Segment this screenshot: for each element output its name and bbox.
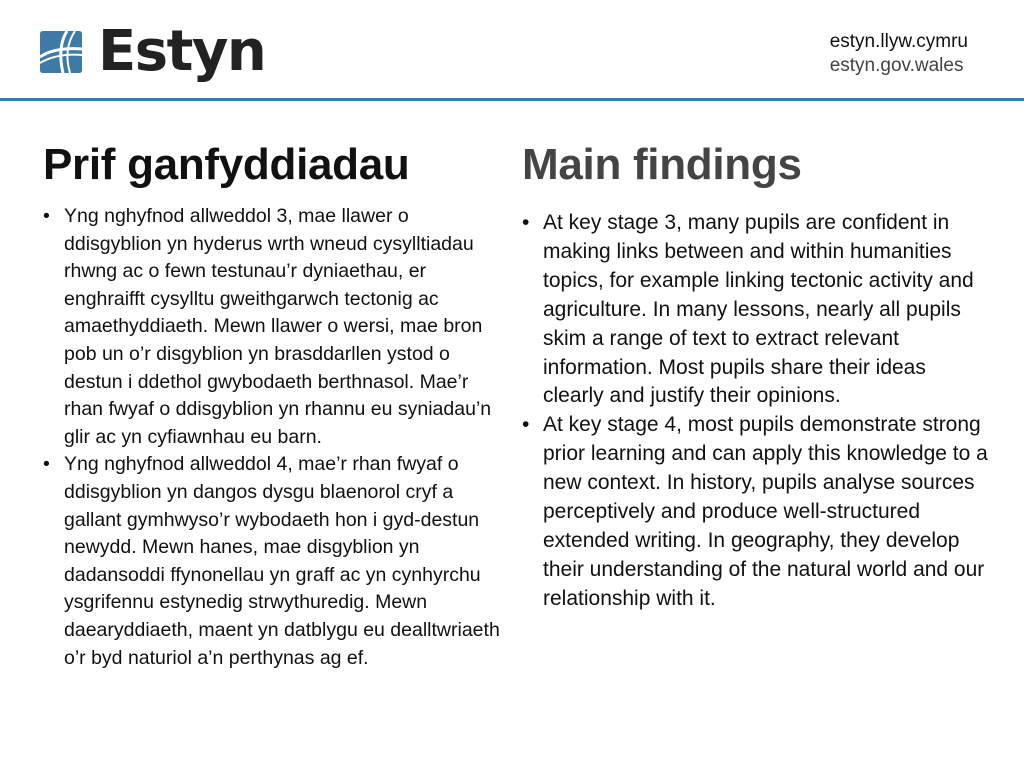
english-bullet-1: • At key stage 3, many pupils are confident in making links between and within humanities topics, for example linking tectonic activity and agriculture. In many lessons, nearly all pupils skim a range of text to extract relevant information. Most pupils share their ideas clearly and justify their opinions. xyxy=(522,209,992,411)
english-bullet-list xyxy=(522,209,992,614)
welsh-bullet-2: • Yng nghyfnod allweddol 4, mae’r rhan fwyaf o ddisgyblion yn dangos dysgu blaenorol cryf a gallant gymhwyso’r wybodaeth hon i gyd-destun newydd. Mewn hanes, mae disgyblion yn dadansoddi ffynonellau yn graff ac yn cynhyrchu ysgrifennu estynedig strwythuredig. Mewn daearyddiaeth, maent yn datblygu eu dealltwriaeth o’r byd naturiol a’n perthynas ag ef. xyxy=(43,451,508,672)
estyn-logo-icon xyxy=(37,27,84,77)
english-column xyxy=(522,140,992,614)
english-title: Main findings xyxy=(522,140,802,189)
url-welsh[interactable]: estyn.llyw.cymru xyxy=(829,31,968,52)
logo-wordmark: Estyn xyxy=(98,19,266,84)
welsh-column xyxy=(43,140,508,672)
header xyxy=(0,0,1024,100)
welsh-bullet-1: • Yng nghyfnod allweddol 3, mae llawer o ddisgyblion yn hyderus wrth wneud cysylltiadau rhwng ac o fewn testunau’r dyniaethau, er enghraifft cysylltu gweithgarwch tectonig ac amaethyddiaeth. Mewn llawer o wersi, mae bron pob un o’r disgyblion yn brasddarllen ystod o destun i ddethol gwybodaeth berthnasol. Mae’r rhan fwyaf o ddisgyblion yn rhannu eu syniadau’n glir ac yn cyfiawnhau eu barn. xyxy=(43,203,508,451)
website-urls xyxy=(830,30,968,78)
welsh-bullet-list xyxy=(43,203,508,672)
estyn-logo xyxy=(37,19,266,84)
welsh-title: Prif ganfyddiadau xyxy=(43,140,410,189)
header-divider xyxy=(0,98,1024,101)
english-bullet-2: • At key stage 4, most pupils demonstrate strong prior learning and can apply this knowledge to a new context. In history, pupils analyse sources perceptively and produce well-structured extended writing. In geography, they develop their understanding of the natural world and our relationship with it. xyxy=(522,411,992,613)
url-english[interactable]: estyn.gov.wales xyxy=(829,55,964,76)
